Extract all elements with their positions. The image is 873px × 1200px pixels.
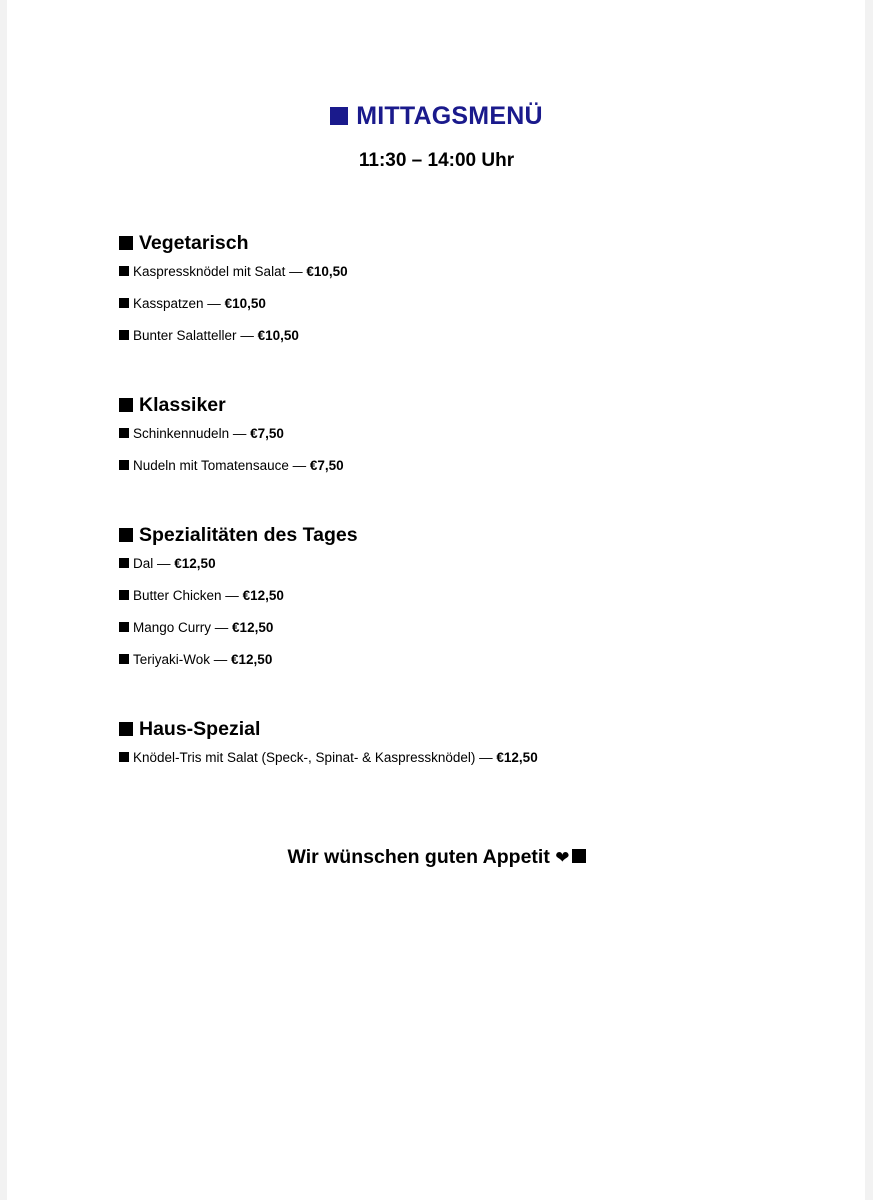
item-name: Schinkennudeln [133,426,230,441]
separator: — [236,328,258,343]
item-price: €12,50 [232,620,274,635]
square-bullet-icon [119,266,129,276]
item-name: Mango Curry [133,620,212,635]
menu-item [119,555,358,587]
square-bullet-icon [119,428,129,438]
menu-item [119,425,344,457]
square-bullet-icon [119,622,129,632]
item-price: €12,50 [242,588,284,603]
separator: — [229,426,251,441]
closing-message [0,846,873,869]
item-price: €12,50 [231,652,273,667]
square-bullet-icon [119,330,129,340]
item-name: Bunter Salatteller [133,328,237,343]
separator: — [211,620,233,635]
item-name: Knödel-Tris mit Salat (Speck-, Spinat- & Kaspressknödel) [133,750,476,765]
section-vegetarisch [119,231,348,359]
closing-text: Wir wünschen guten Appetit [287,846,550,868]
square-bullet-icon [119,528,133,542]
title-text: MITTAGSMENÜ [356,102,543,130]
separator: — [285,264,307,279]
item-price: €10,50 [257,328,299,343]
square-bullet-icon [119,752,129,762]
square-bullet-icon [119,558,129,568]
separator: — [210,652,232,667]
section-klassiker [119,393,344,489]
item-name: Kaspressknödel mit Salat [133,264,286,279]
item-name: Kasspatzen [133,296,204,311]
section-heading: Spezialitäten des Tages [119,523,358,555]
item-price: €12,50 [496,750,538,765]
item-price: €10,50 [224,296,266,311]
section-heading: Vegetarisch [119,231,348,263]
menu-item [119,263,348,295]
menu-item [119,457,344,489]
section-haus-spezial [119,717,538,781]
menu-item [119,295,348,327]
item-name: Dal [133,556,154,571]
separator: — [203,296,225,311]
section-heading: Klassiker [119,393,344,425]
square-bullet-icon [119,236,133,250]
section-spezialitaeten [119,523,358,683]
square-bullet-icon [119,590,129,600]
menu-item [119,587,358,619]
separator: — [288,458,310,473]
item-name: Butter Chicken [133,588,222,603]
heart-icon: ❤ [555,848,570,867]
item-price: €10,50 [306,264,348,279]
item-price: €7,50 [250,426,284,441]
separator: — [153,556,175,571]
square-bullet-icon [119,654,129,664]
item-price: €12,50 [174,556,216,571]
square-bullet-icon [119,722,133,736]
square-bullet-icon [119,398,133,412]
item-price: €7,50 [309,458,344,473]
item-name: Teriyaki-Wok [133,652,211,667]
menu-item [119,327,348,359]
section-heading: Haus-Spezial [119,717,538,749]
square-bullet-icon [119,298,129,308]
separator: — [475,750,497,765]
menu-item [119,619,358,651]
menu-item [119,749,538,781]
item-name: Nudeln mit Tomatensauce [133,458,289,473]
square-bullet-icon [572,849,586,863]
separator: — [221,588,243,603]
menu-item [119,651,358,683]
square-bullet-icon [119,460,129,470]
opening-hours: 11:30 – 14:00 Uhr [358,150,515,171]
page-title [0,102,873,131]
square-bullet-icon [330,107,348,125]
